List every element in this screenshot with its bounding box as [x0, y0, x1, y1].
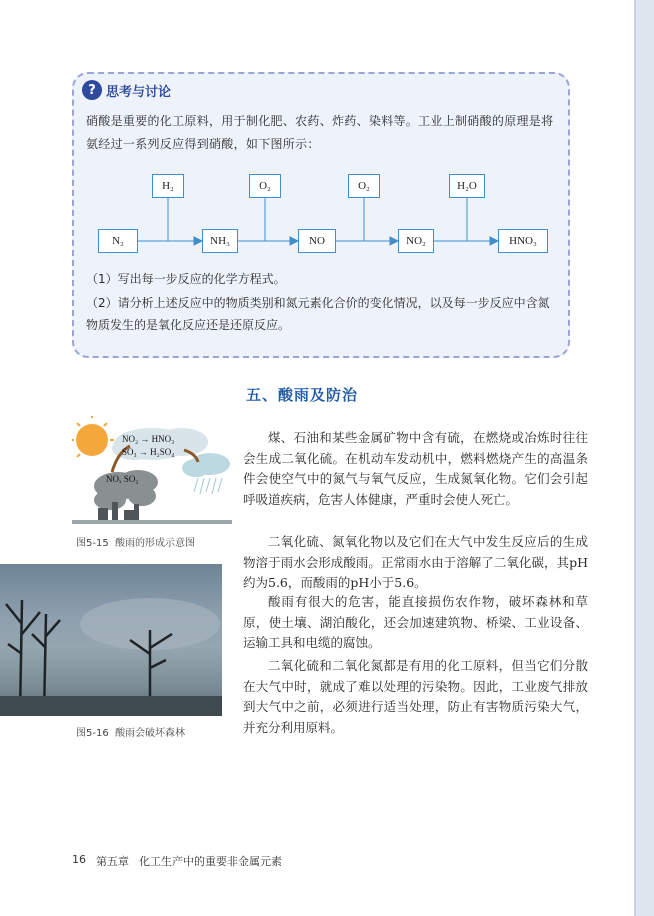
label-nox-so2: NOₓ SO₂ [106, 474, 139, 484]
question-1-text: 写出每一步反应的化学方程式。 [117, 272, 286, 286]
page-number: 16 [72, 853, 86, 866]
page-edge [636, 0, 654, 916]
paragraph-4: 二氧化硫和二氧化氮都是有用的化工原料，但当它们分散在大气中时，就成了难以处理的污染物。因此，工业废气排放到大气中之前，必须进行适当处理，防止有害物质污染大气，并充分利用原料。 [243, 658, 588, 735]
discussion-title: 思考与讨论 [106, 84, 172, 100]
acid-rain-illustration [72, 416, 232, 524]
page-footer [72, 853, 282, 869]
node-n2: N₂ [98, 229, 138, 253]
sun-icon [76, 424, 108, 456]
question-2-text: 请分析上述反应中的物质类别和氮元素化合价的变化情况，以及每一步反应中含氮物质发生的是氧化反应还是还原反应。 [86, 296, 550, 332]
discussion-intro: 硝酸是重要的化工原料，用于制化肥、农药、炸药、染料等。工业上制硝酸的原理是将氨经过一系列反应得到硝酸，如下图所示： [86, 114, 554, 151]
chapter-number: 第五章 [96, 855, 129, 868]
question-2 [86, 292, 556, 336]
question-2-number: （2） [86, 296, 118, 310]
paragraph-1: 煤、石油和某些金属矿物中含有硫，在燃烧或冶炼时往往会生成二氧化硫。在机动车发动机中，燃料燃烧产生的高温条件会使空气中的氮气与氧气反应，生成氮氧化物。它们会引起呼吸道疾病，危害人体健康，严重时会使人死亡。 [243, 430, 588, 507]
figure-5-15-number: 图5-15 [76, 538, 109, 549]
section-title: 五、酸雨及防治 [246, 386, 359, 404]
node-nh3: NH₃ [202, 229, 238, 253]
rain-cloud [182, 453, 230, 477]
figure-5-16-caption [76, 724, 185, 739]
rain-lines [194, 478, 222, 494]
reagent-h2o: H₂O [449, 174, 485, 198]
reagent-h2: H₂ [152, 174, 184, 198]
node-no2: NO₂ [398, 229, 434, 253]
figure-5-16-text: 酸雨会破坏森林 [115, 728, 186, 739]
reagent-o2-first: O₂ [249, 174, 281, 198]
forest-silhouette [0, 564, 222, 716]
figure-5-16-number: 图5-16 [76, 728, 109, 739]
label-so3-h2so4: SO₃ → H₂SO₄ [122, 447, 175, 457]
label-no2-hno3: NO₂ → HNO₃ [122, 434, 175, 444]
damaged-forest-photo [0, 564, 222, 716]
discussion-icon: ? [82, 80, 102, 100]
node-no: NO [298, 229, 336, 253]
figure-5-15-text: 酸雨的形成示意图 [115, 538, 196, 549]
figure-5-15-caption [76, 534, 195, 549]
discussion-box [72, 72, 570, 358]
acid-rain-formation-diagram [72, 416, 232, 524]
node-hno3: HNO₃ [498, 229, 548, 253]
reagent-o2-second: O₂ [348, 174, 380, 198]
question-1-number: （1） [86, 272, 118, 286]
question-1 [86, 268, 556, 290]
chapter-title: 化工生产中的重要非金属元素 [139, 855, 282, 868]
paragraph-2: 二氧化硫、氮氧化物以及它们在大气中发生反应后的生成物溶于雨水会形成酸雨。正常雨水由于溶解了二氧化碳，其pH约为5.6，而酸雨的pH小于5.6。 [243, 534, 588, 590]
paragraph-3: 酸雨有很大的危害，能直接损伤农作物，破坏森林和草原，使土壤、湖泊酸化，还会加速建筑物、桥梁、工业设备、运输工具和电缆的腐蚀。 [243, 594, 588, 650]
